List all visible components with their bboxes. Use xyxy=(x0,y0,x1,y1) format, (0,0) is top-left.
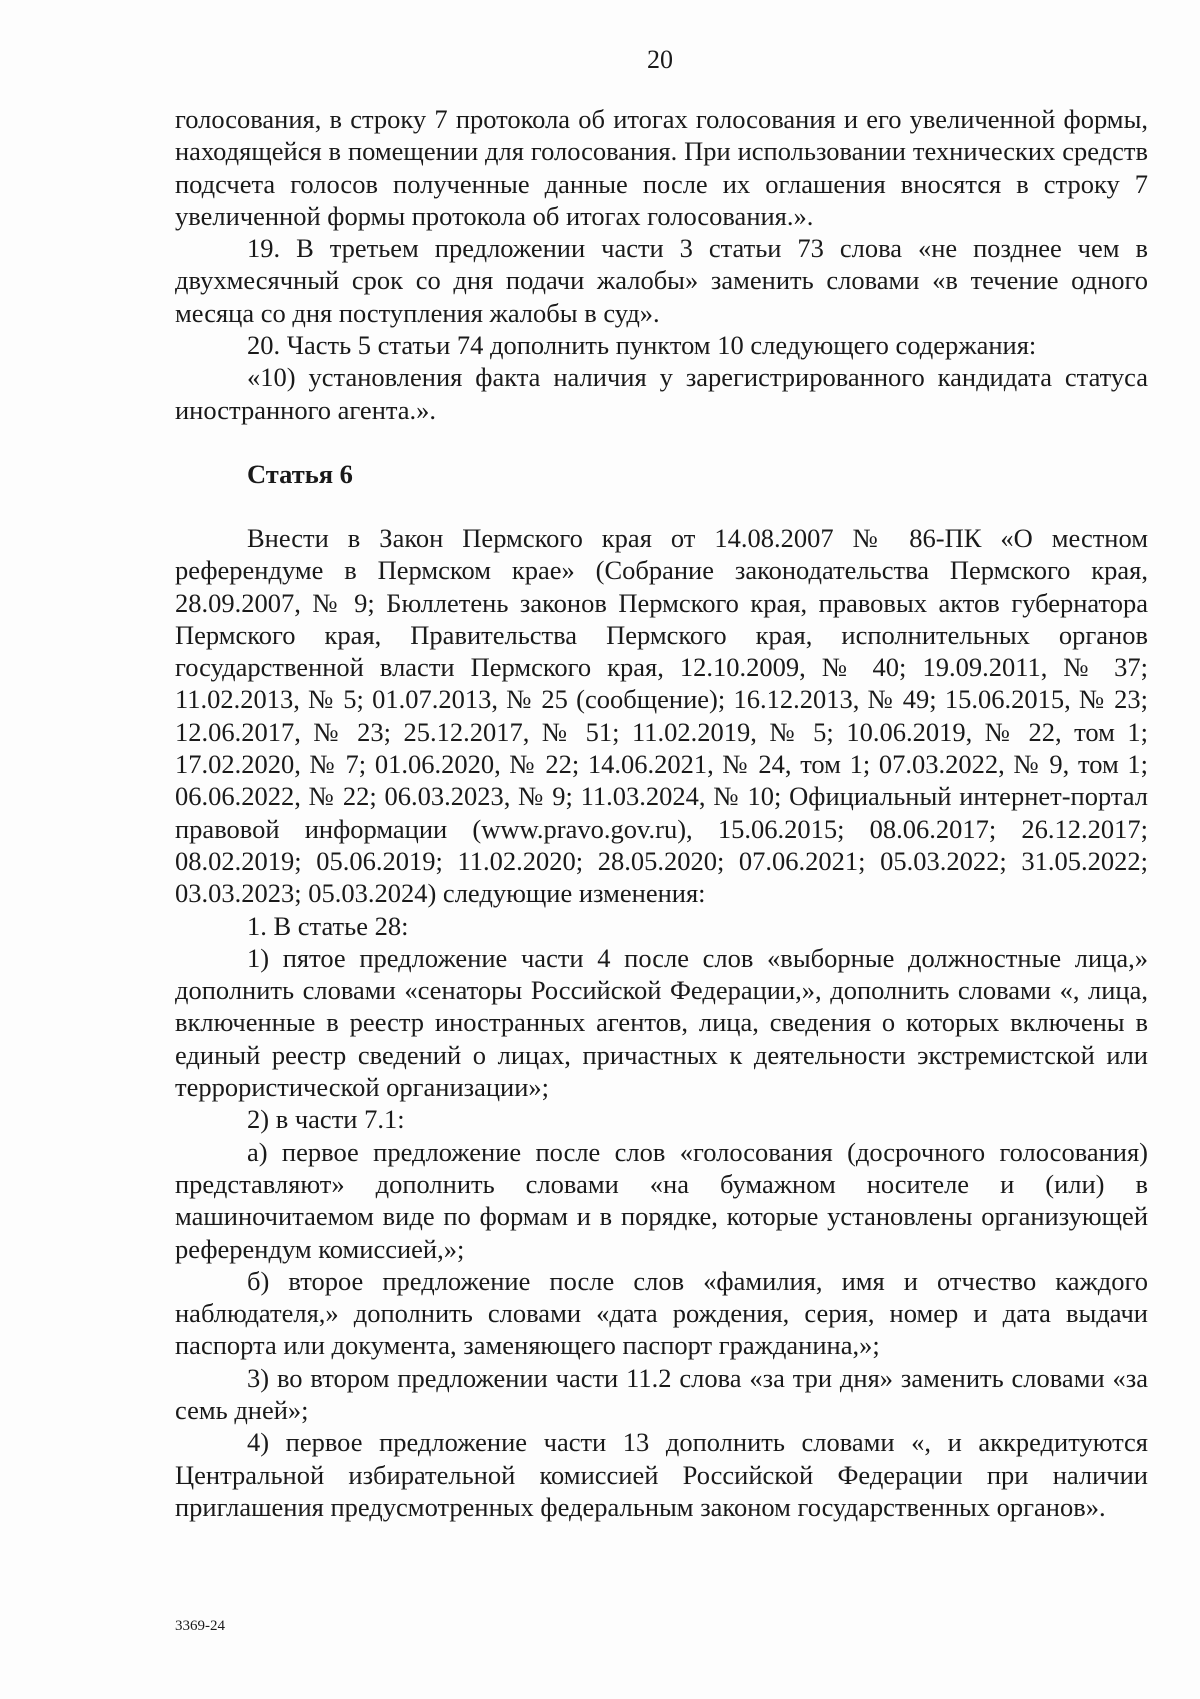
paragraph-item-1: 1. В статье 28: xyxy=(247,910,409,941)
paragraph-subitem-4: 4) первое предложение части 13 дополнить словами «, и аккредитуются Центральной избирательной комиссией Российской Федерации при наличии приглашения предусмотренных федеральным законом государственных органов». xyxy=(175,1427,1148,1522)
paragraph-item-20-point-10: «10) установления факта наличия у зарегистрированного кандидата статуса иностранного агента.». xyxy=(175,362,1148,425)
page-number: 20 xyxy=(647,45,673,74)
document-code: 3369-24 xyxy=(175,1618,225,1634)
article-heading: Статья 6 xyxy=(247,458,353,489)
paragraph-article-intro: Внести в Закон Пермского края от 14.08.2007 № 86-ПК «О местном референдуме в Пермском крае» (Собрание законодательства Пермского края, 28.09.2007, № 9; Бюллетень законов Пермского края, правовых актов губернатора Пермского края, Правительства Пермского края, исполнительных органов государственной власти Пермского края, 12.10.2009, № 40; 19.09.2011, № 37; 11.02.2013, № 5; 01.07.2013, № 25 (сообщение); 16.12.2013, № 49; 15.06.2015, № 23; 12.06.2017, № 23; 25.12.2017, № 51; 11.02.2019, № 5; 10.06.2019, № 22, том 1; 17.02.2020, № 7; 01.06.2020, № 22; 14.06.2021, № 24, том 1; 07.03.2022, № 9, том 1; 06.06.2022, № 22; 06.03.2023, № 9; 11.03.2024, № 10; Официальный интернет-портал правовой информации (www.pravo.gov.ru), 15.06.2015; 08.06.2017; 26.12.2017; 08.02.2019; 05.06.2019; 11.02.2020; 28.05.2020; 07.06.2021; 05.03.2022; 31.05.2022; 03.03.2023; 05.03.2024) следующие изменения: xyxy=(175,522,1148,909)
paragraph-subitem-2b: б) второе предложение после слов «фамилия, имя и отчество каждого наблюдателя,» дополнить словами «дата рождения, серия, номер и дата выдачи паспорта или документа, заменяющего паспорт гражданина,»; xyxy=(175,1265,1148,1361)
paragraph-subitem-2: 2) в части 7.1: xyxy=(247,1104,405,1135)
paragraph-subitem-2a: а) первое предложение после слов «голосования (досрочного голосования) представляют» дополнить словами «на бумажном носителе и (или) в машиночитаемом виде по формам и в порядке, которые установлены организующей референдум комиссией,»; xyxy=(175,1136,1148,1264)
paragraph-subitem-1: 1) пятое предложение части 4 после слов «выборные должностные лица,» дополнить словами «сенаторы Российской Федерации,», дополнить словами «, лица, включенные в реестр иностранных агентов, лица, сведения о которых включены в единый реестр сведений о лицах, причастных к деятельности экстремистской или террористической организации»; xyxy=(175,942,1148,1103)
paragraph-item-19: 19. В третьем предложении части 3 статьи 73 слова «не позднее чем в двухмесячный срок со дня подачи жалобы» заменить словами «в течение одного месяца со дня поступления жалобы в суд». xyxy=(175,233,1148,328)
paragraph-item-20: 20. Часть 5 статьи 74 дополнить пунктом 10 следующего содержания: xyxy=(247,330,1037,361)
document-body xyxy=(175,103,1148,1523)
paragraph-continuation: голосования, в строку 7 протокола об итогах голосования и его увеличенной формы, находящейся в помещении для голосования. При использовании технических средств подсчета голосов полученные данные после их оглашения вносятся в строку 7 увеличенной формы протокола об итогах голосования.». xyxy=(175,104,1148,231)
paragraph-subitem-3: 3) во втором предложении части 11.2 слова «за три дня» заменить словами «за семь дней»; xyxy=(175,1362,1148,1425)
